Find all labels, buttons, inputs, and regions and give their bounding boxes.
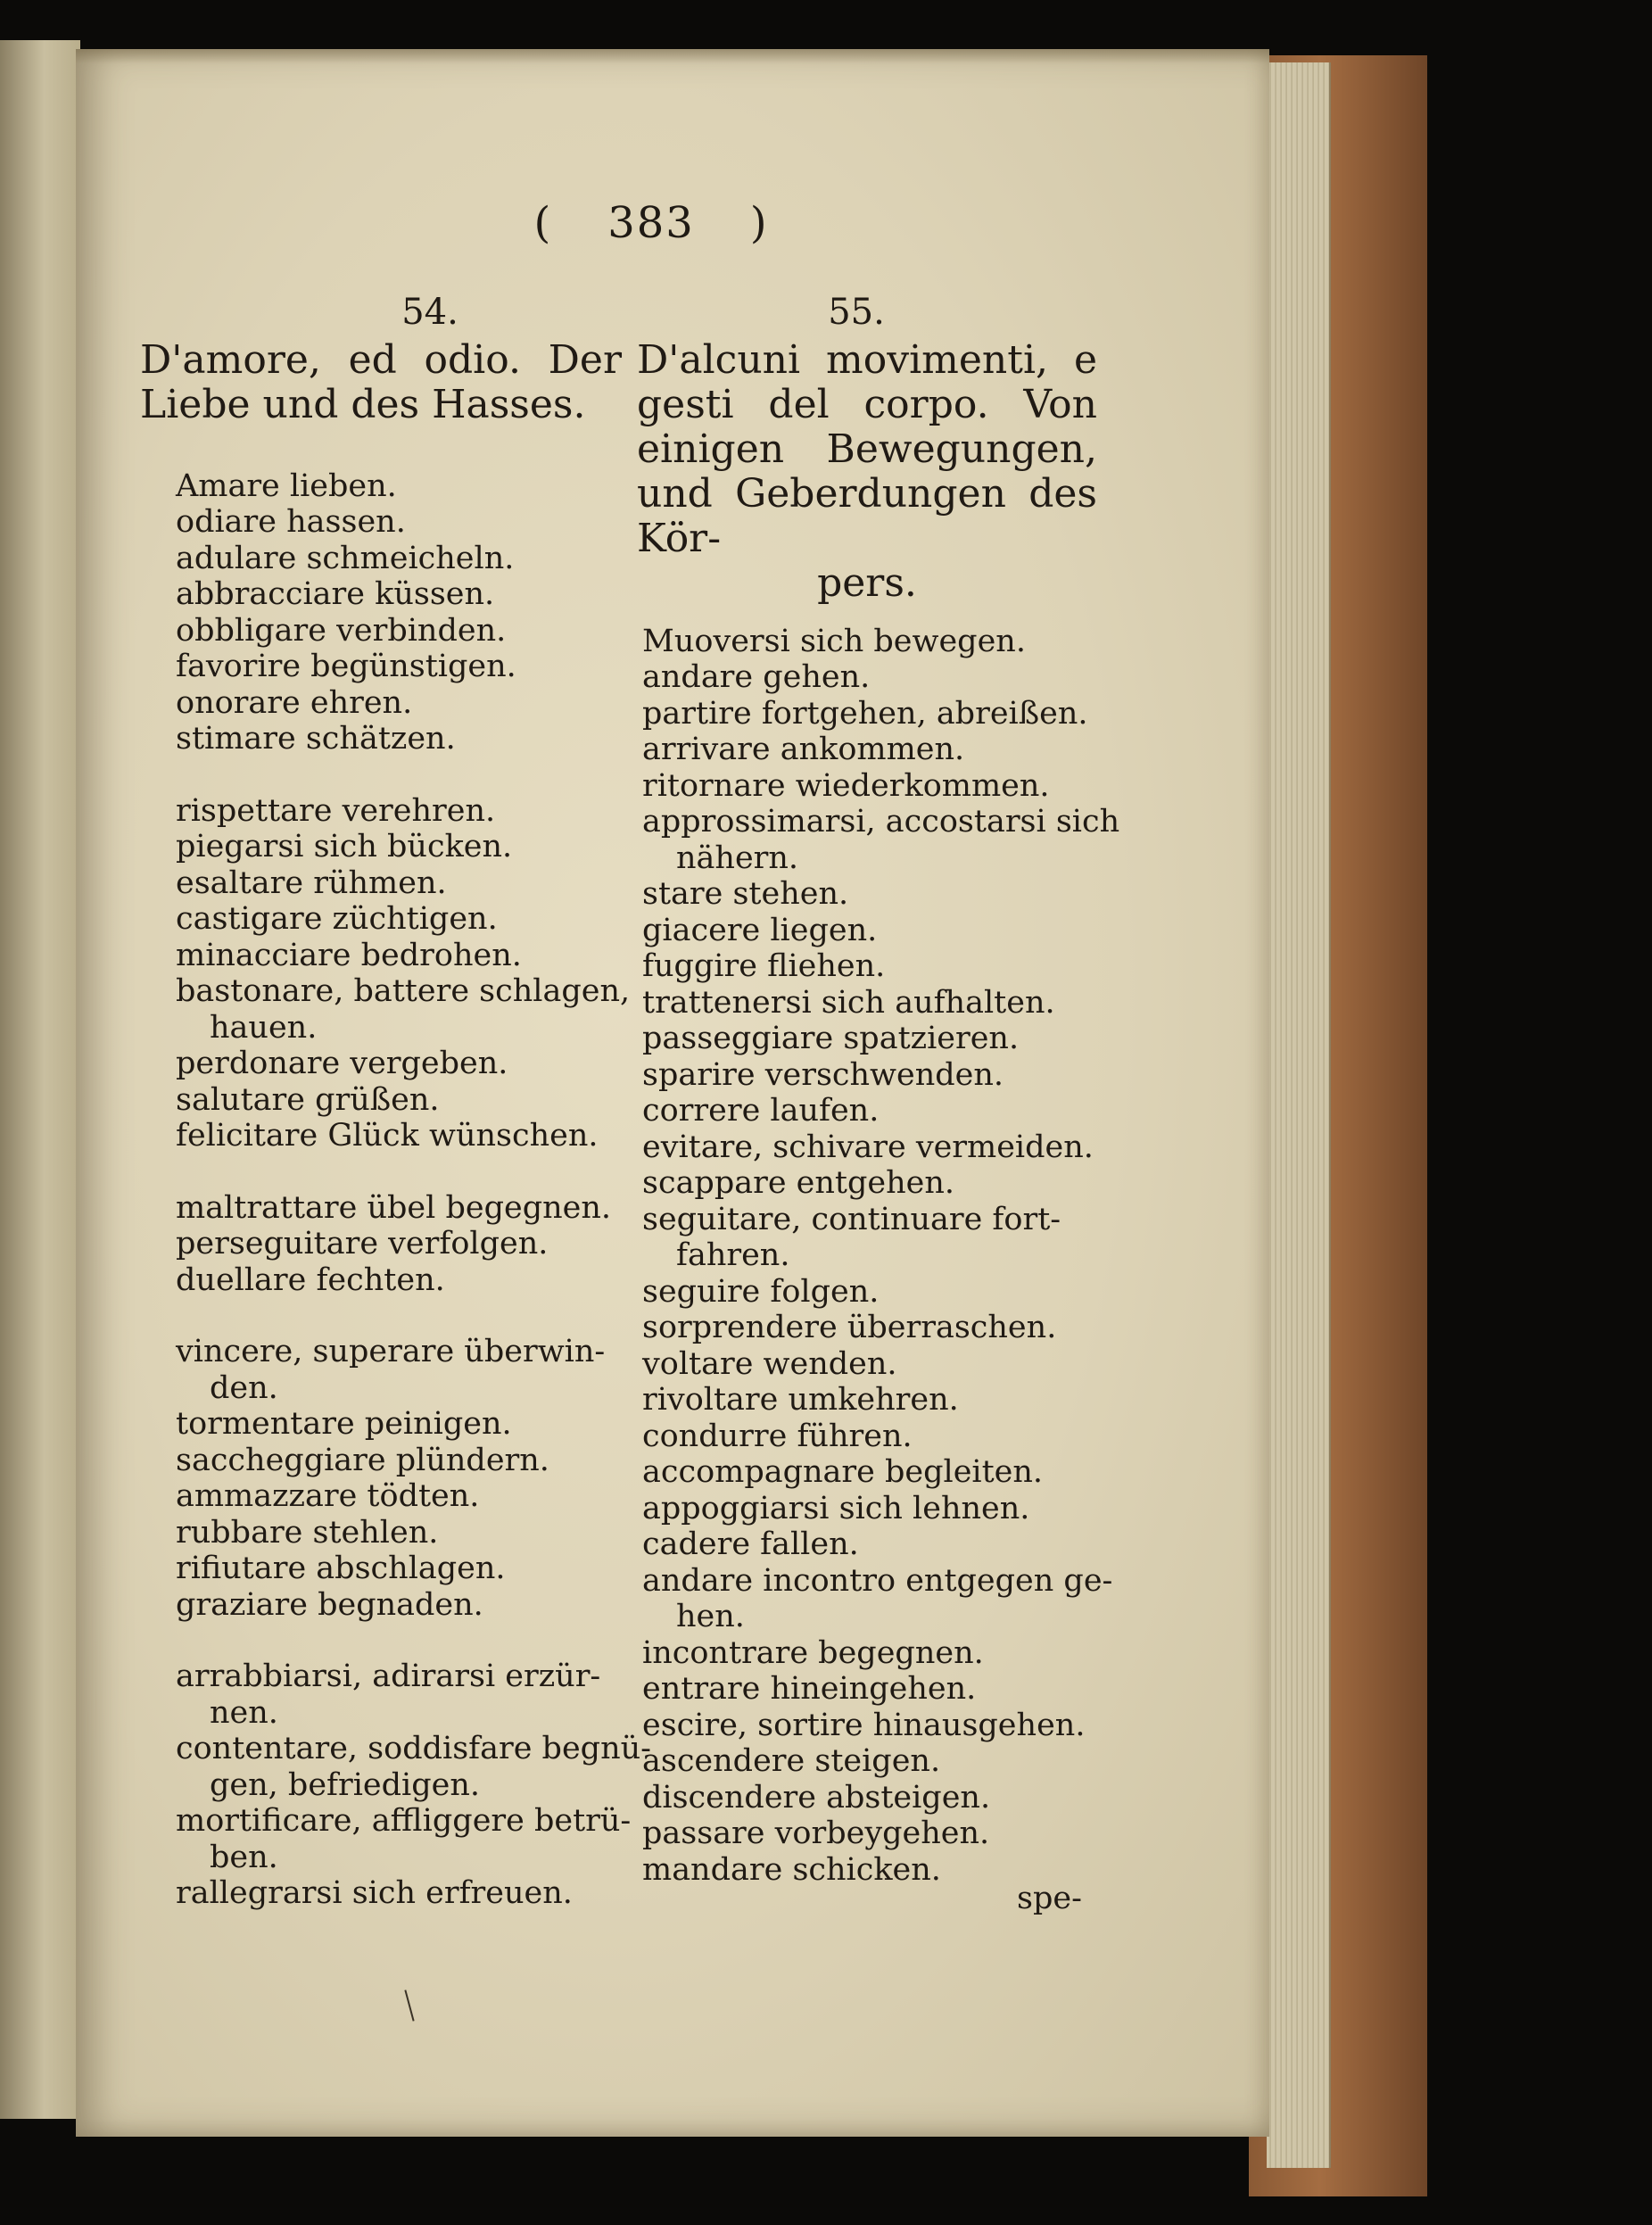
- vocab-entry: castigare züchtigen.: [176, 901, 498, 937]
- vocab-entry: stimare schätzen.: [176, 721, 456, 757]
- entry-group-2: [176, 792, 631, 1154]
- vocab-entry: mandare schicken.: [642, 1851, 941, 1888]
- vocab-entry-continuation: hauen.: [210, 1009, 318, 1046]
- vocab-entry: perseguitare verfolgen.: [176, 1226, 549, 1261]
- vocab-entry: discendere absteigen.: [642, 1779, 991, 1816]
- vocab-entry: esaltare rühmen.: [176, 864, 447, 901]
- vocab-entry: fuggire fliehen.: [642, 948, 886, 984]
- vocab-entry: mortificare, affliggere betrü-: [176, 1803, 632, 1839]
- vocab-entry-continuation: fahren.: [676, 1237, 790, 1273]
- vocab-entry: salutare grüßen.: [176, 1081, 440, 1118]
- entry-group-5: [176, 1658, 651, 1912]
- catchword: spe-: [1017, 1881, 1082, 1916]
- vocab-entry: trattenersi sich aufhalten.: [642, 984, 1055, 1021]
- section-title-54: D'amore, ed odio. Der Liebe und des Hasses.: [140, 336, 622, 427]
- page-number: 383: [607, 198, 695, 248]
- vocab-entry: perdonare vergeben.: [176, 1046, 508, 1081]
- vocab-entry: tormentare peinigen.: [176, 1406, 512, 1442]
- entry-group-4: [176, 1334, 622, 1623]
- binding-shadow: [76, 49, 1269, 63]
- vocab-entry-continuation: ben.: [210, 1839, 278, 1875]
- vocab-entry: ascendere steigen.: [642, 1743, 941, 1779]
- header-open-paren: (: [533, 198, 553, 248]
- vocab-entry: arrabbiarsi, adirarsi erzür-: [176, 1658, 601, 1694]
- vocab-entry: Amare lieben.: [176, 467, 397, 504]
- section-title-55: [637, 338, 1097, 606]
- vocab-entry: odiare hassen.: [176, 504, 406, 540]
- vocab-entry-continuation: nähern.: [676, 840, 799, 876]
- section-number-55: 55.: [828, 292, 885, 333]
- vocab-entry: rifiutare abschlagen.: [176, 1551, 506, 1586]
- vocab-entry: escire, sortire hinausgehen.: [642, 1707, 1086, 1743]
- vocab-entry: graziare begnaden.: [176, 1586, 483, 1623]
- vocab-entry-continuation: hen.: [676, 1599, 745, 1634]
- previous-page-edge: [0, 40, 80, 2119]
- vocab-entry: incontrare begegnen.: [642, 1634, 984, 1671]
- vocab-entry: felicitare Glück wünschen.: [176, 1118, 599, 1154]
- vocab-entry: giacere liegen.: [642, 912, 878, 948]
- vocab-entry: andare incontro entgegen ge-: [642, 1562, 1113, 1599]
- vocab-entry: appoggiarsi sich lehnen.: [642, 1490, 1030, 1526]
- vocab-entry: contentare, soddisfare begnü-: [176, 1731, 651, 1766]
- vocab-entry: sparire verschwenden.: [642, 1056, 1004, 1093]
- vocab-entry: bastonare, battere schlagen,: [176, 973, 631, 1009]
- vocab-entry: vincere, superare überwin-: [176, 1334, 606, 1369]
- vocab-entry: passare vorbeygehen.: [642, 1816, 990, 1851]
- vocab-entry: correre laufen.: [642, 1093, 880, 1129]
- section-title-55-tail: pers.: [817, 559, 917, 606]
- vocab-entry: passeggiare spatzieren.: [642, 1021, 1020, 1056]
- left-column: [140, 292, 651, 1912]
- vocab-entry-continuation: den.: [210, 1369, 278, 1406]
- vocab-entry: rivoltare umkehren.: [642, 1382, 959, 1418]
- vocab-entry: rispettare verehren.: [176, 792, 496, 829]
- vocab-entry: ammazzare tödten.: [176, 1478, 480, 1514]
- vocab-entry: stare stehen.: [642, 876, 849, 912]
- vocab-entry: abbracciare küssen.: [176, 576, 495, 612]
- section-title-55-text: D'alcuni movimenti, e gesti del corpo. Von einigen Bewegungen, und Geberdungen des Kör-: [637, 336, 1097, 561]
- vocab-entry: evitare, schivare vermeiden.: [642, 1129, 1094, 1165]
- vocab-entry: entrare hineingehen.: [642, 1671, 977, 1707]
- header-close-paren: ): [749, 198, 769, 248]
- vocab-entry-continuation: gen, befriedigen.: [210, 1766, 481, 1803]
- entry-group-1: [176, 468, 622, 757]
- entry-list-55: [642, 623, 1120, 1889]
- vocab-entry: cadere fallen.: [642, 1526, 859, 1562]
- vocab-entry: favorire begünstigen.: [176, 649, 516, 684]
- vocab-entry: rubbare stehlen.: [176, 1514, 439, 1551]
- vocab-entry: voltare wenden.: [642, 1345, 897, 1382]
- vocab-entry: partire fortgehen, abreißen.: [642, 695, 1088, 732]
- vocab-entry: sorprendere überraschen.: [642, 1310, 1057, 1345]
- vocab-entry: saccheggiare plündern.: [176, 1442, 549, 1478]
- vocab-entry: arrivare ankommen.: [642, 732, 965, 767]
- section-number-54: 54.: [401, 292, 458, 333]
- vocab-entry: obbligare verbinden.: [176, 612, 507, 649]
- vocab-entry-continuation: nen.: [210, 1694, 278, 1731]
- right-column: [637, 292, 1120, 1888]
- vocab-entry: andare gehen.: [642, 659, 871, 695]
- vocab-entry: Muoversi sich bewegen.: [642, 623, 1026, 659]
- vocab-entry: seguire folgen.: [642, 1273, 880, 1310]
- vocab-entry: seguitare, continuare fort-: [642, 1201, 1061, 1237]
- vocab-entry: ritornare wiederkommen.: [642, 767, 1050, 804]
- vocab-entry: approssimarsi, accostarsi sich: [642, 804, 1120, 840]
- vocab-entry: adulare schmeicheln.: [176, 540, 515, 576]
- vocab-entry: maltrattare übel begegnen.: [176, 1189, 612, 1226]
- vocab-entry: scappare entgehen.: [642, 1165, 955, 1201]
- vocab-entry: duellare fechten.: [176, 1261, 445, 1298]
- vocab-entry: minacciare bedrohen.: [176, 937, 522, 973]
- entry-group-3: [176, 1190, 622, 1299]
- vocab-entry: onorare ehren.: [176, 684, 413, 721]
- vocab-entry: accompagnare begleiten.: [642, 1454, 1044, 1490]
- vocab-entry: piegarsi sich bücken.: [176, 829, 513, 864]
- page-header: [482, 198, 821, 261]
- vocab-entry: rallegrarsi sich erfreuen.: [176, 1875, 573, 1911]
- page-stack-edge: [1267, 62, 1331, 2168]
- vocab-entry: condurre führen.: [642, 1418, 913, 1454]
